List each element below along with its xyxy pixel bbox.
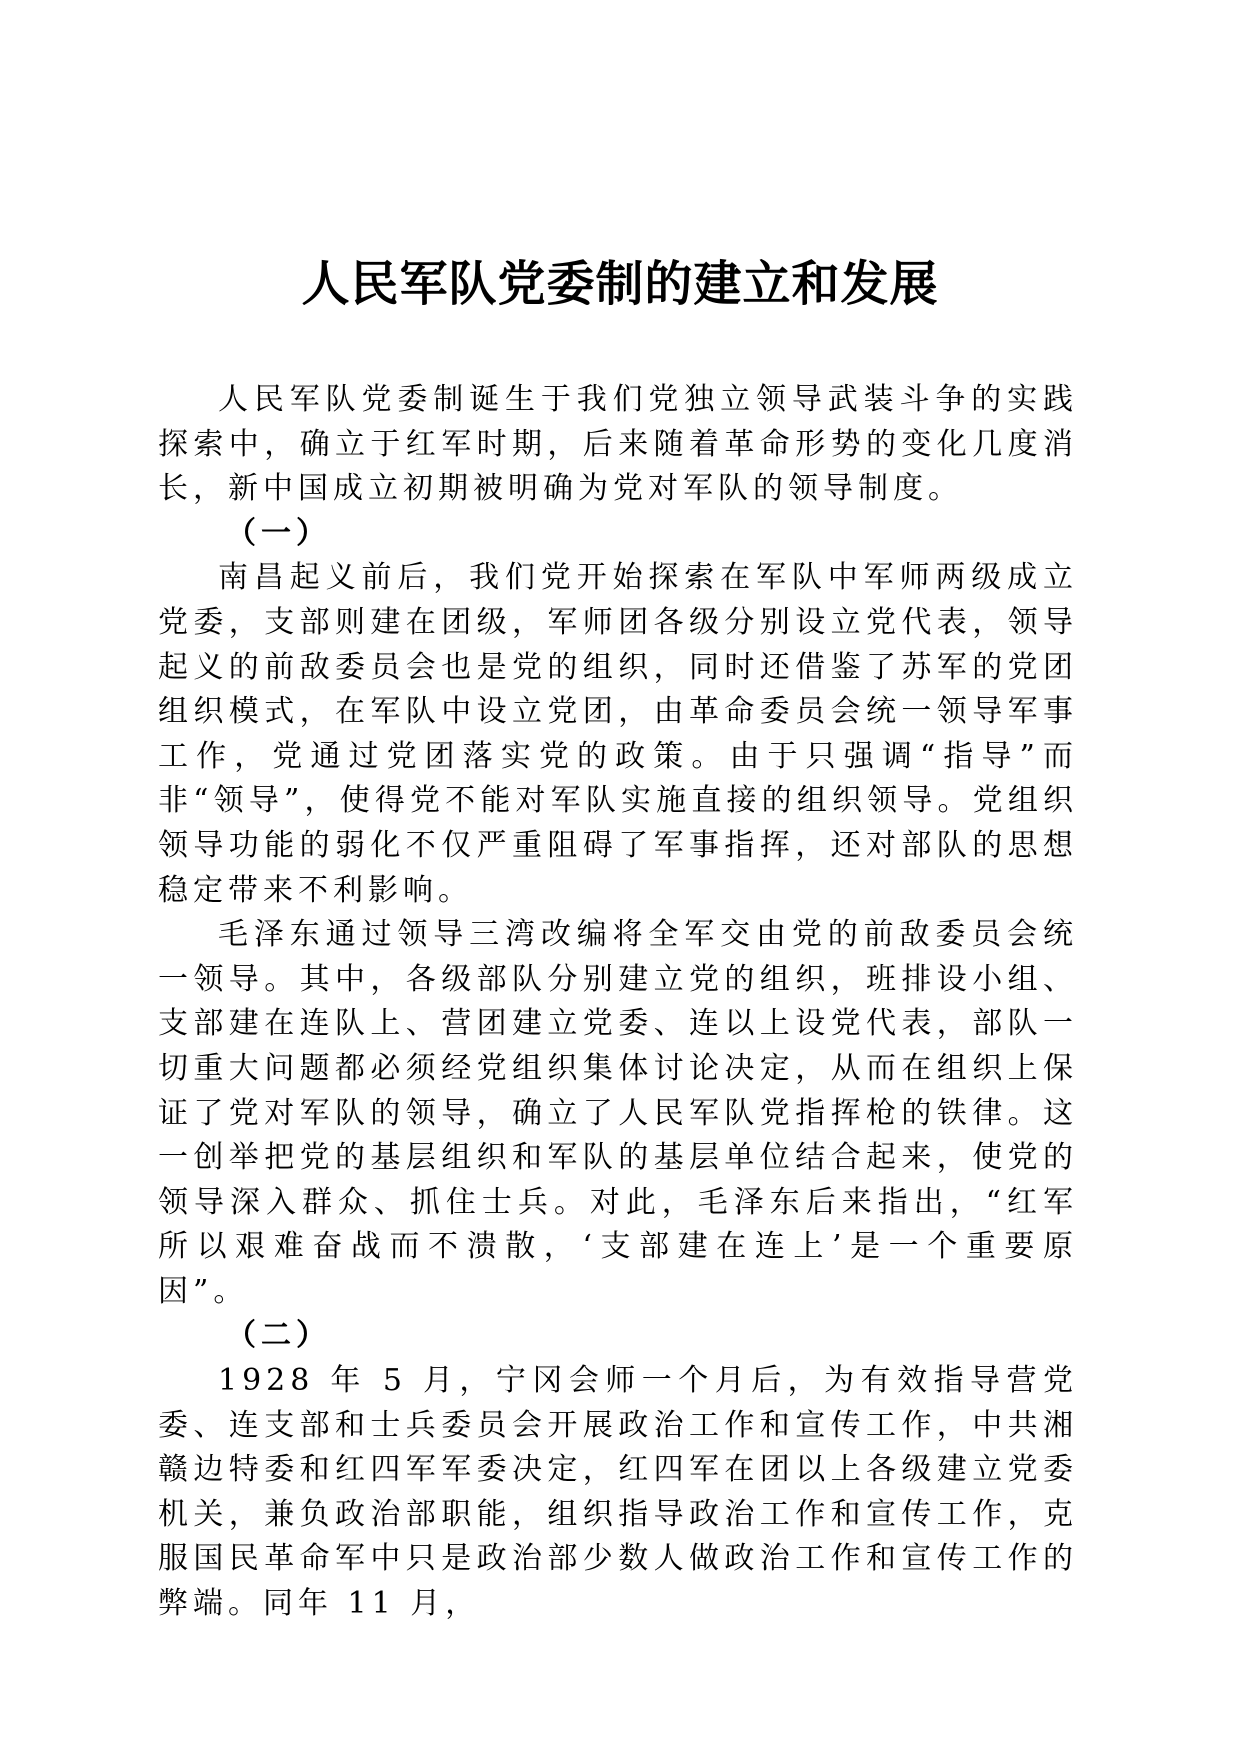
document-title: 人民军队党委制的建立和发展 [301, 256, 939, 312]
paragraph-nanchang-uprising: 南昌起义前后，我们党开始探索在军队中军师两级成立党委，支部则建在团级，军师团各级分别设立党代表，领导起义的前敌委员会也是党的组织，同时还借鉴了苏军的党团组织模式，在军队中设立党团，由革命委员会统一领导军事工作，党通过党团落实党的政策。由于只强调“指导”而非“领导”，使得党不能对军队实施直接的组织领导。党组织领导功能的弱化不仅严重阻碍了军事指挥，还对部队的思想稳定带来不利影响。 [158, 560, 1078, 908]
paragraph-sanwan-reorganization: 毛泽东通过领导三湾改编将全军交由党的前敌委员会统一领导。其中，各级部队分别建立党的组织，班排设小组、支部建在连队上、营团建立党委、连以上设党代表，部队一切重大问题都必须经党组织集体讨论决定，从而在组织上保证了党对军队的领导，确立了人民军队党指挥枪的铁律。这一创举把党的基层组织和军队的基层单位结合起来，使党的领导深入群众、抓住士兵。对此，毛泽东后来指出，“红军所以艰难奋战而不溃散，‘支部建在连上’是一个重要原因”。 [158, 917, 1078, 1309]
document-body [158, 378, 1078, 1627]
paragraph-1928: 1928 年 5 月，宁冈会师一个月后，为有效指导营党委、连支部和士兵委员会开展政治工作和宣传工作，中共湘赣边特委和红四军军委决定，红四军在团以上各级建立党委机关，兼负政治部职能，组织指导政治工作和宣传工作，克服国民革命军中只是政治部少数人做政治工作和宣传工作的弊端。同年 11 月， [158, 1363, 1078, 1622]
section-heading-2: （二） [226, 1318, 331, 1354]
section-heading-1: （一） [226, 515, 331, 551]
paragraph-intro: 人民军队党委制诞生于我们党独立领导武装斗争的实践探索中，确立于红军时期，后来随着革命形势的变化几度消长，新中国成立初期被明确为党对军队的领导制度。 [158, 382, 1078, 507]
